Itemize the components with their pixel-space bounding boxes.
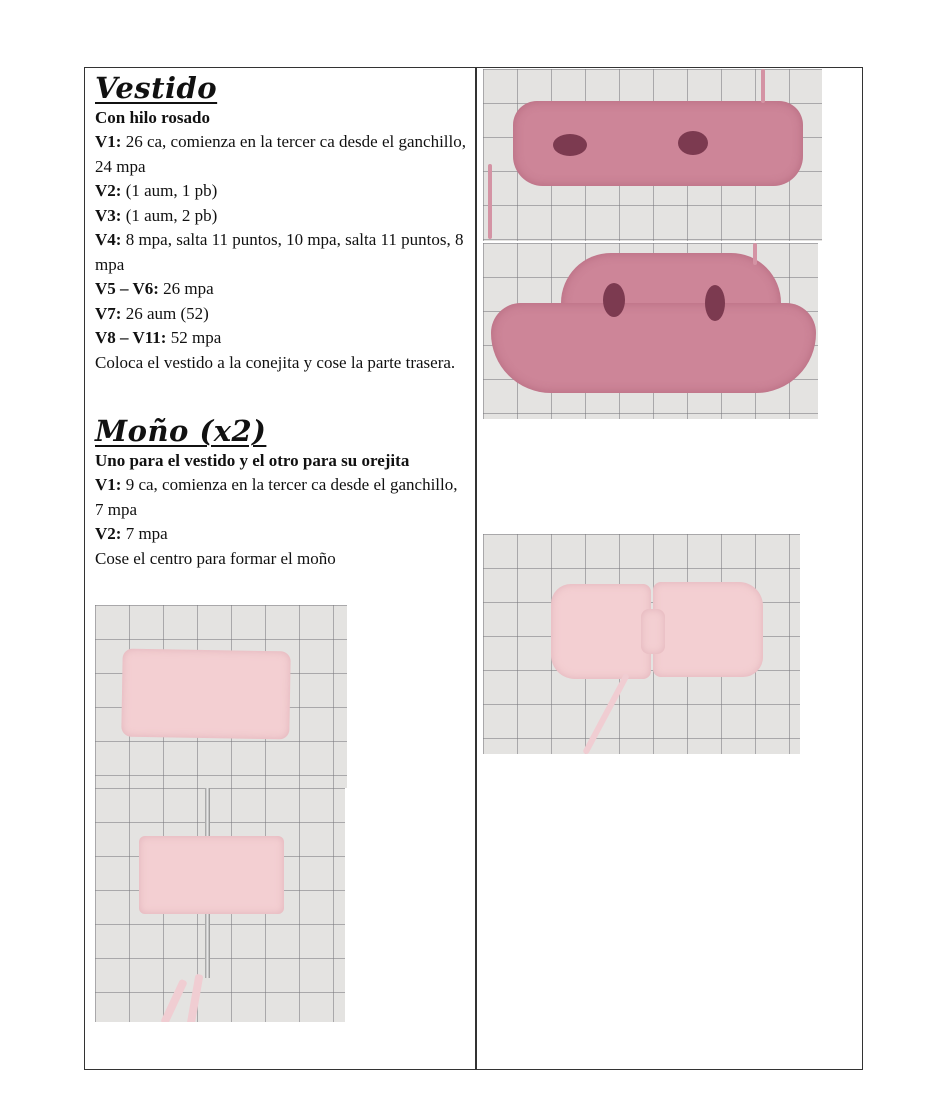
pattern-table bbox=[84, 67, 863, 1070]
instruction-row: V4: 8 mpa, salta 11 puntos, 10 mpa, salta 11 puntos, 8 mpa bbox=[95, 230, 464, 274]
instruction-row: V1: 26 ca, comienza en la tercer ca desde el ganchillo, 24 mpa bbox=[95, 132, 466, 176]
closing-note-mono: Cose el centro para formar el moño bbox=[95, 548, 336, 568]
dress-progress-photo-top bbox=[483, 69, 822, 241]
section-subtitle-mono: Uno para el vestido y el otro para su orejita bbox=[95, 451, 410, 470]
instruction-row: V2: 7 mpa bbox=[95, 524, 168, 543]
closing-note-vestido: Coloca el vestido a la conejita y cose la parte trasera. bbox=[95, 352, 456, 372]
bow-rectangle-photo bbox=[95, 605, 347, 788]
section-title-vestido: Vestido bbox=[95, 71, 218, 105]
bow-finished-photo bbox=[483, 534, 800, 754]
instruction-row: V5 – V6: 26 mpa bbox=[95, 279, 214, 298]
instruction-row: V1: 9 ca, comienza en la tercer ca desde el ganchillo, 7 mpa bbox=[95, 475, 458, 519]
section-subtitle-vestido: Con hilo rosado bbox=[95, 108, 210, 127]
dress-progress-photo-bottom bbox=[483, 243, 818, 419]
instruction-row: V3: (1 aum, 2 pb) bbox=[95, 205, 218, 225]
instructions-column bbox=[95, 70, 467, 571]
instruction-row: V8 – V11: 52 mpa bbox=[95, 328, 222, 347]
photos-column bbox=[483, 68, 863, 1069]
instruction-row: V2: (1 aum, 1 pb) bbox=[95, 181, 218, 200]
column-divider bbox=[475, 68, 477, 1069]
section-title-mono: Moño (x2) bbox=[95, 414, 267, 448]
instruction-row: V7: 26 aum (52) bbox=[95, 303, 209, 323]
bow-sewing-photo bbox=[95, 788, 345, 1022]
